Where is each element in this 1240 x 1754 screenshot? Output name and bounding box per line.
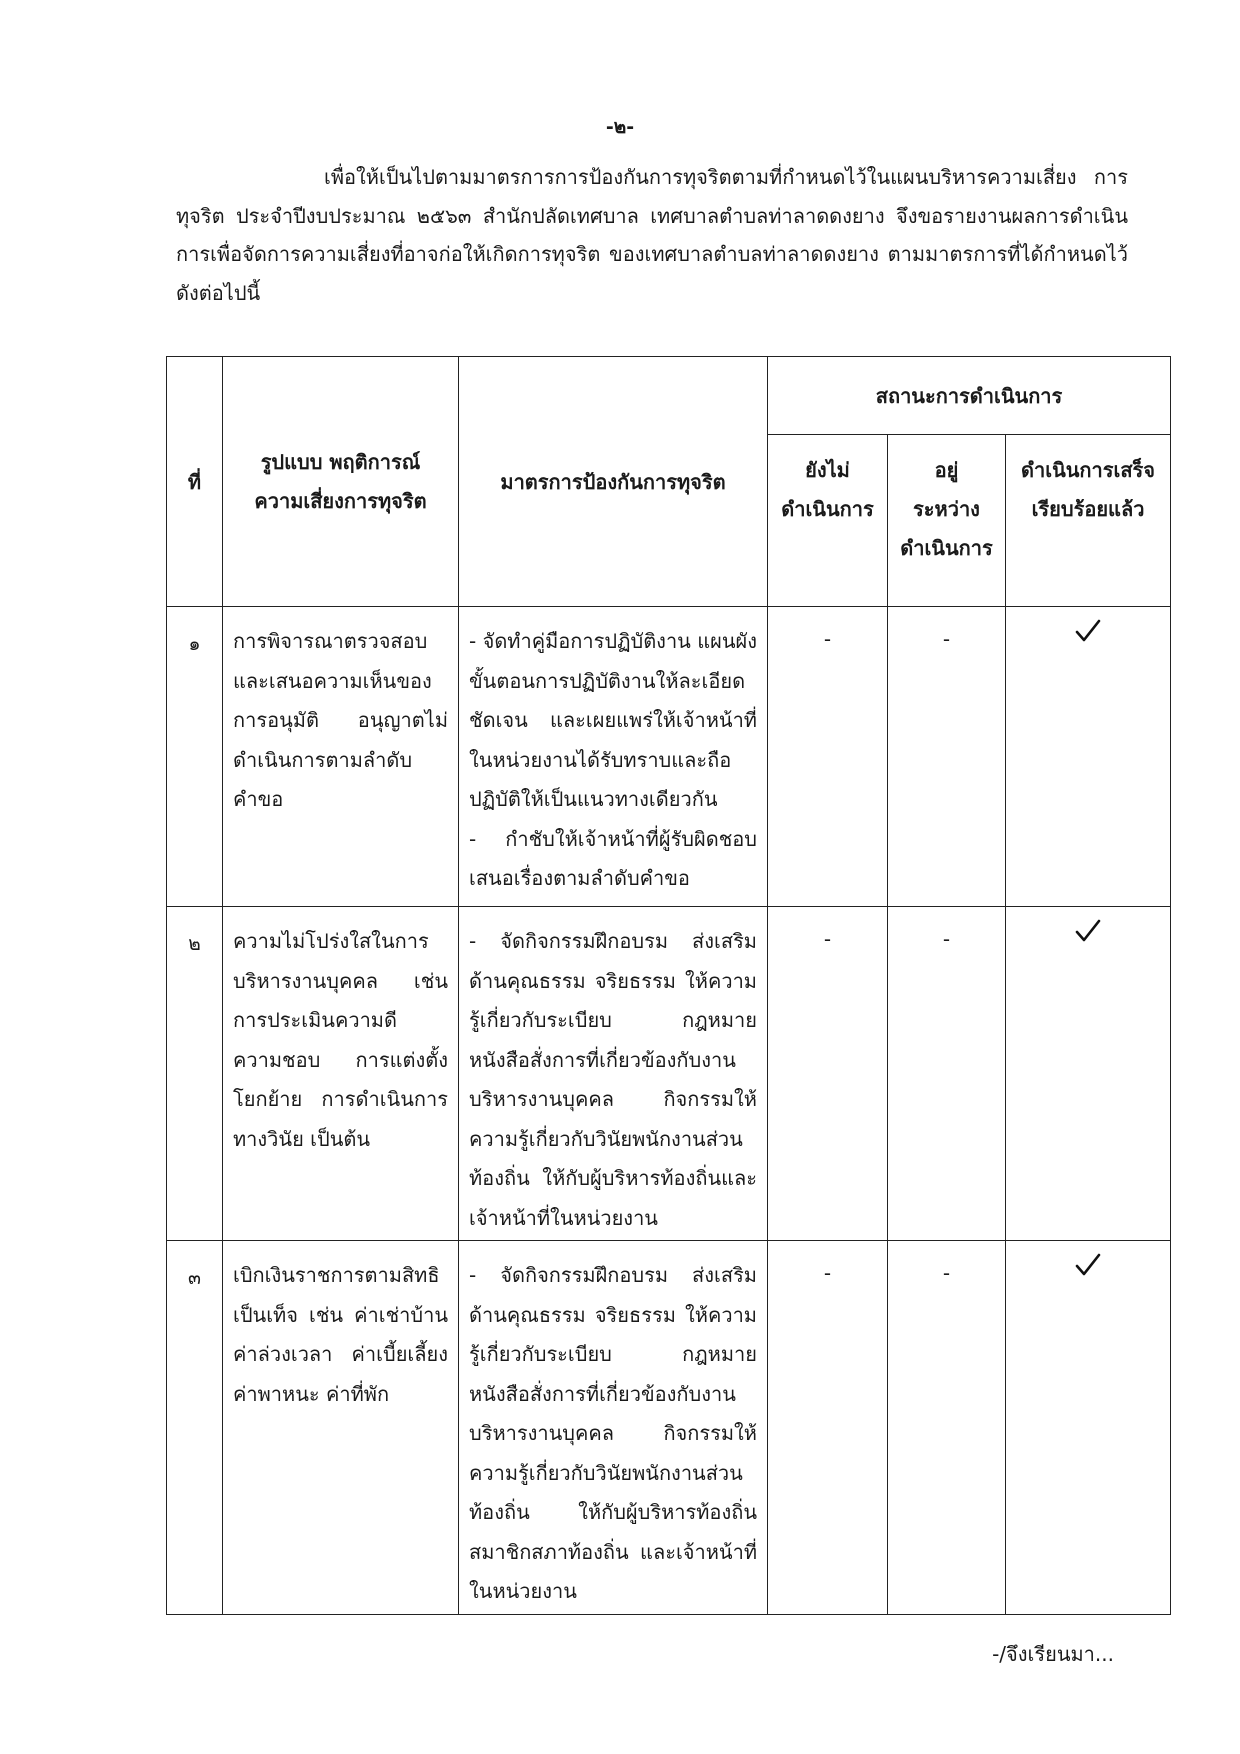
table-row bbox=[167, 607, 1171, 907]
header-risk: รูปแบบ พฤติการณ์ ความเสี่ยงการทุจริต bbox=[223, 357, 459, 607]
header-completed: ดำเนินการเสร็จ เรียบร้อยแล้ว bbox=[1006, 435, 1171, 607]
status-not-started: - bbox=[768, 907, 888, 1241]
row-number: ๑ bbox=[167, 607, 223, 907]
row-number: ๒ bbox=[167, 907, 223, 1241]
check-icon bbox=[1075, 619, 1101, 643]
status-completed bbox=[1006, 907, 1171, 1241]
intro-rest: การทุจริต ประจำปีงบประมาณ ๒๕๖๓ สำนักปลัดเทศบาล เทศบาลตำบลท่าลาดดงยาง จึงขอรายงานผลการดำเนินการเพื่อจัดการความเสี่ยงที่อาจก่อให้เกิดการทุจริต ของเทศบาลตำบลท่าลาดดงยาง ตามมาตรการที่ได้กำหนดไว้ดังต่อไปนี้ bbox=[176, 165, 1128, 305]
intro-line-1: เพื่อให้เป็นไปตามมาตรการการป้องกันการทุจริตตามที่กำหนดไว้ในแผนบริหารความเสี่ยง bbox=[324, 165, 1077, 189]
check-icon bbox=[1075, 1253, 1101, 1277]
page-number: -๒- bbox=[605, 116, 635, 138]
header-status: สถานะการดำเนินการ bbox=[768, 357, 1171, 435]
header-measure: มาตรการป้องกันการทุจริต bbox=[459, 357, 768, 607]
header-in-progress: อยู่ ระหว่าง ดำเนินการ bbox=[888, 435, 1006, 607]
measure-description: - จัดทำคู่มือการปฏิบัติงาน แผนผังขั้นตอนการปฏิบัติงานให้ละเอียด ชัดเจน และเผยแพร่ให้เจ้าหน้าที่ในหน่วยงานได้รับทราบและถือปฏิบัติให้เป็นแนวทางเดียวกัน - กำชับให้เจ้าหน้าที่ผู้รับผิดชอบเสนอเรื่องตามลำดับคำขอ bbox=[459, 607, 768, 907]
status-in-progress: - bbox=[888, 907, 1006, 1241]
check-icon bbox=[1075, 919, 1101, 943]
status-not-started: - bbox=[768, 1241, 888, 1615]
header-no: ที่ bbox=[167, 357, 223, 607]
risk-report-table bbox=[166, 356, 1171, 1615]
status-in-progress: - bbox=[888, 607, 1006, 907]
status-completed bbox=[1006, 607, 1171, 907]
row-number: ๓ bbox=[167, 1241, 223, 1615]
risk-description: เบิกเงินราชการตามสิทธิเป็นเท็จ เช่น ค่าเช่าบ้าน ค่าล่วงเวลา ค่าเบี้ยเลี้ยง ค่าพาหนะ ค่าที่พัก bbox=[223, 1241, 459, 1615]
table-row bbox=[167, 1241, 1171, 1615]
measure-description: - จัดกิจกรรมฝึกอบรม ส่งเสริมด้านคุณธรรม จริยธรรม ให้ความรู้เกี่ยวกับระเบียบ กฎหมาย หนังสือสั่งการที่เกี่ยวข้องกับงานบริหารงานบุคคล กิจกรรมให้ความรู้เกี่ยวกับวินัยพนักงานส่วนท้องถิ่น ให้กับผู้บริหารท้องถิ่นและเจ้าหน้าที่ในหน่วยงาน bbox=[459, 907, 768, 1241]
table-row bbox=[167, 907, 1171, 1241]
status-not-started: - bbox=[768, 607, 888, 907]
continued-note: -/จึงเรียนมา... bbox=[992, 1642, 1114, 1666]
intro-paragraph bbox=[176, 158, 1128, 312]
measure-description: - จัดกิจกรรมฝึกอบรม ส่งเสริมด้านคุณธรรม จริยธรรม ให้ความรู้เกี่ยวกับระเบียบ กฎหมาย หนังสือสั่งการที่เกี่ยวข้องกับงานบริหารงานบุคคล กิจกรรมให้ความรู้เกี่ยวกับวินัยพนักงานส่วนท้องถิ่น ให้กับผู้บริหารท้องถิ่น สมาชิกสภาท้องถิ่น และเจ้าหน้าที่ในหน่วยงาน bbox=[459, 1241, 768, 1615]
risk-description: การพิจารณาตรวจสอบและเสนอความเห็นของการอนุมัติ อนุญาตไม่ดำเนินการตามลำดับคำขอ bbox=[223, 607, 459, 907]
status-completed bbox=[1006, 1241, 1171, 1615]
risk-description: ความไม่โปร่งใสในการบริหารงานบุคคล เช่น การประเมินความดี ความชอบ การแต่งตั้งโยกย้าย การดำเนินการทางวินัย เป็นต้น bbox=[223, 907, 459, 1241]
header-not-started: ยังไม่ ดำเนินการ bbox=[768, 435, 888, 607]
status-in-progress: - bbox=[888, 1241, 1006, 1615]
